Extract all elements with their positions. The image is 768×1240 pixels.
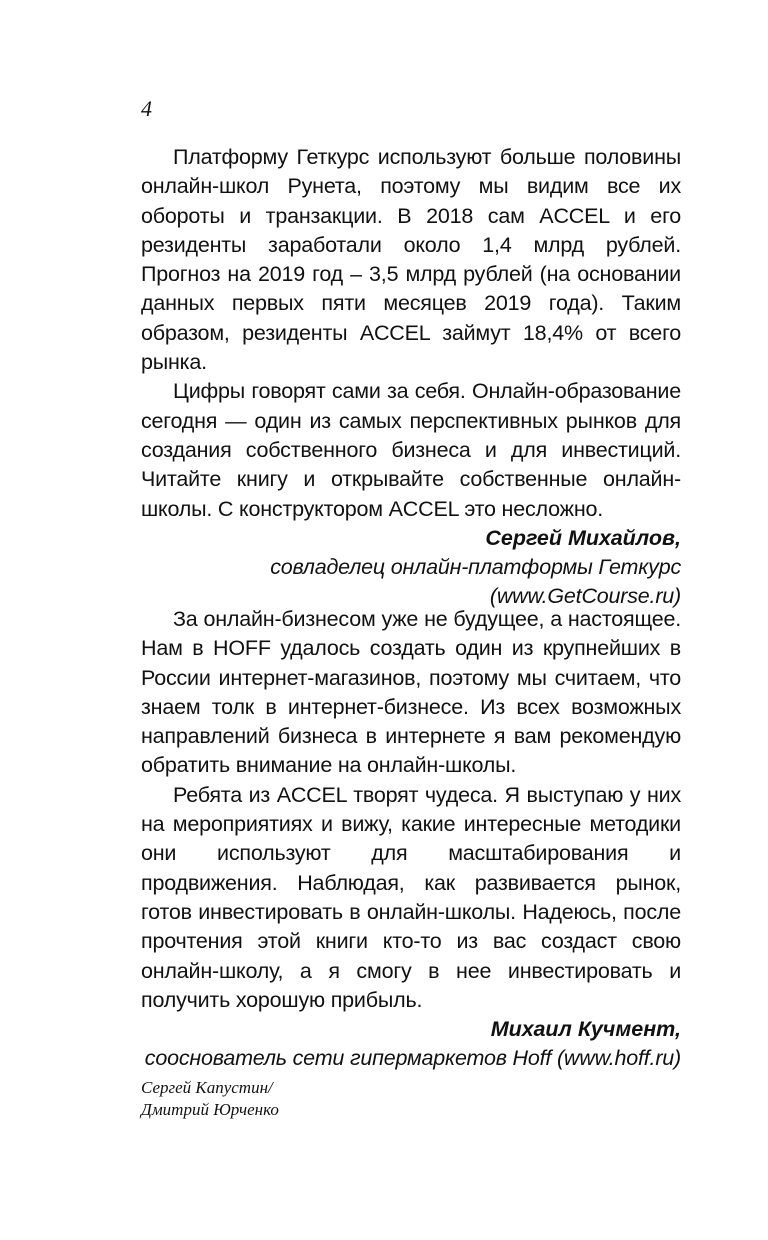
signature-name: Сергей Михайлов, [485,525,681,550]
footer-author-line: Дмитрий Юрченко [141,1100,279,1119]
paragraph: Цифры говорят сами за себя. Онлайн-образование сегодня — один из самых перспективных рынков для создания собственного бизнеса и для инвестиций. Читайте книгу и открывайте собственные онлайн-школы. С конструктором ACCEL это несложно. [141,379,681,521]
testimonial-hoff [141,605,681,1074]
page-number: 4 [141,96,152,121]
paragraph: За онлайн-бизнесом уже не будущее, а настоящее. Нам в HOFF удалось создать один из крупнейших в России интернет-магазинов, поэтому мы считаем, что знаем толк в интернет-бизнесе. Из всех возможных направлений бизнеса в интернете я вам рекомендую обратить внимание на онлайн-школы. [141,607,681,778]
footer-author-line: Сергей Капустин/ [141,1078,273,1097]
signature-website: (www.GetCourse.ru) [489,584,681,609]
paragraph: Ребята из ACCEL творят чудеса. Я выступаю у них на мероприятиях и вижу, какие интересные методики они используют для масштабирования и продвижения. Наблюдая, как развивается рынок, готов инвестировать в онлайн-школы. Надеюсь, после прочтения этой книги кто-то из вас создаст свою онлайн-школу, а я смогу в нее инвестировать и получить хорошую прибыль. [141,782,681,1012]
signature-name: Михаил Кучмент, [490,1017,681,1042]
signature-role: сооснователь сети гипермаркетов Hoff (www.hoff.ru) [144,1046,681,1071]
running-footer-authors [141,1077,279,1121]
paragraph: Платформу Геткурс используют больше половины онлайн-школ Рунета, поэтому мы видим все их обороты и транзакции. В 2018 сам ACCEL и его резиденты заработали около 1,4 млрд рублей. Прогноз на 2019 год – 3,5 млрд рублей (на основании данных первых пяти месяцев 2019 года). Таким образом, резиденты ACCEL займут 18,4% от всего рынка. [141,145,681,375]
signature-role: совладелец онлайн-платформы Геткурс [270,555,681,580]
testimonial-getcourse [141,143,681,612]
